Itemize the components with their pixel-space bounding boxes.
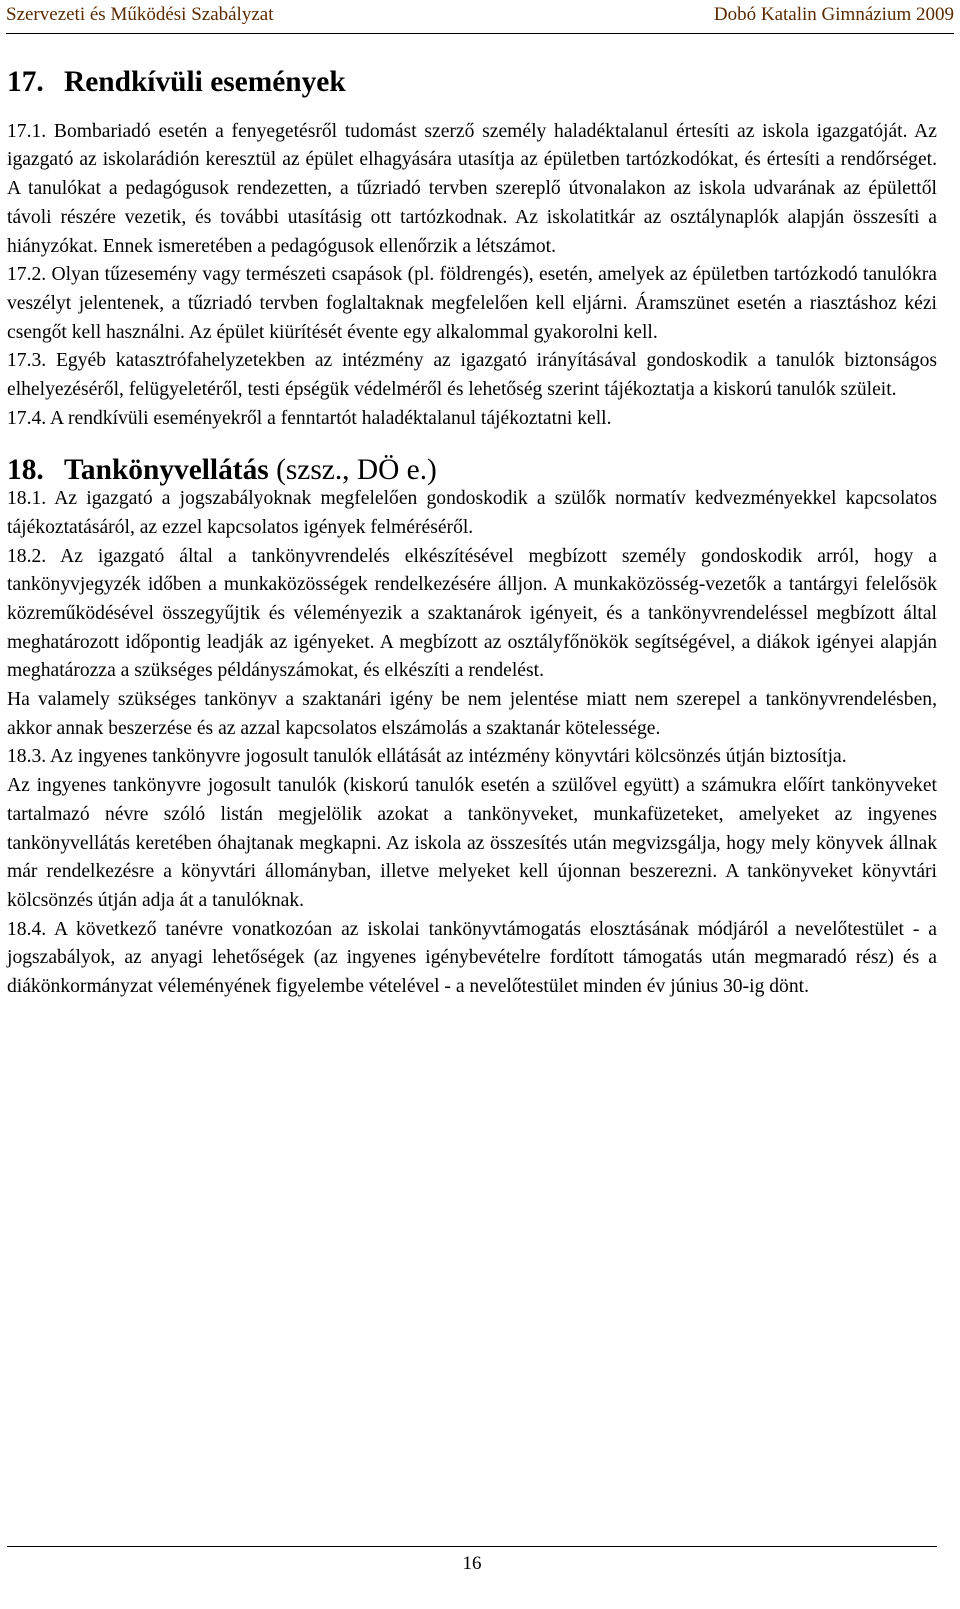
paragraph-17-2: 17.2. Olyan tűzesemény vagy természeti csapások (pl. földrengés), esetén, amelyek az épületben tartózkodó tanulókra veszélyt jelentenek, a tűzriadó tervben foglaltaknak megfelelően kell eljárni. Áramszünet esetén a riasztáshoz kézi csengőt kell használni. Az épület kiürítését évente egy alkalommal gyakorolni kell. xyxy=(7,264,937,343)
section-heading-17 xyxy=(7,68,937,97)
paragraph-18-4: 18.4. A következő tanévre vonatkozóan az iskolai tankönyvtámogatás elosztásának módjáról a nevelőtestület - a jogszabályok, az anyagi lehetőségek (az ingyenes igénybevételre fordított támogatás után megmaradó rész) és a diákönkormányzat véleményének figyelembe vételével - a nevelőtestület minden év június 30-ig dönt. xyxy=(7,918,937,998)
paragraph-18-1: 18.1. Az igazgató a jogszabályoknak megfelelően gondoskodik a szülők normatív kedvezményekkel kapcsolatos tájékoztatásáról, az ezzel kapcsolatos igények felméréséről. xyxy=(7,488,937,538)
page-header xyxy=(0,0,960,42)
footer-rule xyxy=(7,1546,937,1547)
section-number: 17. xyxy=(7,66,44,98)
section-title: Tankönyvellátás xyxy=(64,454,269,487)
paragraph-18-2-continued: Ha valamely szükséges tankönyv a szaktanári igény be nem jelentése miatt nem szerepel a tankönyvrendelésben, akkor annak beszerzése és az azzal kapcsolatos elszámolás a szaktanár kötelessége. xyxy=(7,689,937,739)
section-title-suffix: (szsz., DÖ e.) xyxy=(268,454,437,487)
page-number: 16 xyxy=(462,1553,482,1574)
section-number: 18. xyxy=(7,454,44,487)
paragraph-18-3-continued: Az ingyenes tankönyvre jogosult tanulók (kiskorú tanulók esetén a szülővel együtt) a számukra előírt tankönyveket tartalmazó névre szóló listán megjelölik azokat a tankönyveket, munkafüzeteket, amelyeket az ingyenes tankönyvellátás keretében óhajtanak megkapni. Az iskola az összesítés után megvizsgálja, hogy mely könyvek állnak már rendelkezésre a könyvtári állományban, illetve melyeket kell újonnan beszerezni. A tankönyveket könyvtári kölcsönzés útján adja át a tanulóknak. xyxy=(7,775,937,911)
header-rule xyxy=(6,33,954,34)
page-footer xyxy=(7,1546,937,1575)
paragraph-17-3: 17.3. Egyéb katasztrófahelyzetekben az intézmény az igazgató irányításával gondoskodik a tanulók biztonságos elhelyezéséről, felügyeletéről, testi épségük védelméről és lehetőség szerint tájékoztatja a kiskorú tanulók szüleit. xyxy=(7,350,937,401)
header-document-title: Szervezeti és Működési Szabályzat xyxy=(6,4,274,25)
spacer xyxy=(7,433,937,456)
spacer xyxy=(7,97,937,118)
paragraph-18-2: 18.2. Az igazgató által a tankönyvrendelés elkészítésével megbízott személy gondoskodik arról, hogy a tankönyvjegyzék időben a munkaközösségek rendelkezésére álljon. A munkaközösség-vezetők a tantárgyi felelősök közreműködésével összegyűjtik és véleményezik a szaktanárok igényeit, és a tankönyvrendeléssel megbízott által meghatározott időpontig leadják az igényeket. A megbízott az osztályfőnökök segítségével, a diákok igényei alapján meghatározza a szükséges példányszámokat, és elkészíti a rendelést. xyxy=(7,545,937,682)
header-institution: Dobó Katalin Gimnázium 2009 xyxy=(713,4,954,25)
document-body xyxy=(7,68,937,1002)
section-title: Rendkívüli események xyxy=(64,66,346,98)
paragraph-17-1: 17.1. Bombariadó esetén a fenyegetésről tudomást szerző személy haladéktalanul értesíti az iskola igazgatóját. Az igazgató az iskolarádión keresztül az épület elhagyására utasítja az épületben tartózkodókat, és értesíti a rendőrséget. A tanulókat a pedagógusok rendezetten, a tűzriadó tervben szereplő útvonalakon az iskola udvarának az épülettől távoli részére vezetik, és további utasításig ott tartózkodnak. Az iskolatitkár az osztálynaplók alapján összesíti a hiányzókat. Ennek ismeretében a pedagógusok ellenőrzik a létszámot. xyxy=(7,120,937,257)
section-heading-18 xyxy=(7,456,937,485)
paragraph-17-4: 17.4. A rendkívüli eseményekről a fenntartót haladéktalanul tájékoztatni kell. xyxy=(7,407,612,429)
paragraph-18-3: 18.3. Az ingyenes tankönyvre jogosult tanulók ellátását az intézmény könyvtári kölcsönzés útján biztosítja. xyxy=(7,746,847,768)
